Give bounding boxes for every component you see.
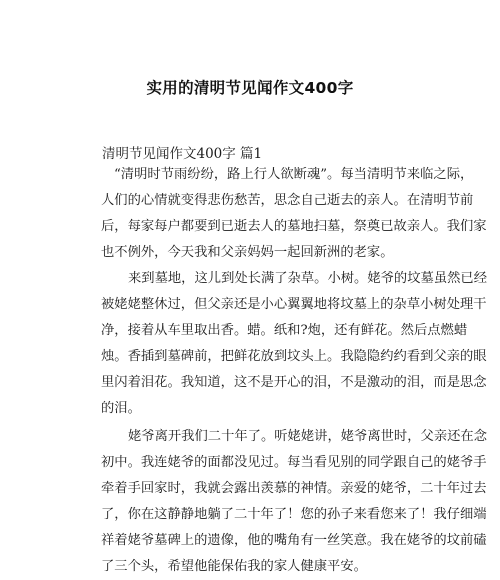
paragraph-2 [101,266,488,422]
article-title: 清明节见闻作文400字 篇1 [102,146,263,162]
paragraph-line: 人们的心情就变得悲伤愁苦，思念自己逝去的亲人。在清明节前 [101,193,474,208]
paragraph-line: 姥爷离开我们二十年了。听姥姥讲，姥爷离世时，父亲还在念 [128,429,488,444]
paragraph-1 [101,162,487,266]
paragraph-line: 了三个头，希望他能保佑我的家人健康平安。 [101,559,367,574]
paragraph-line: 净，接着从车里取出香。蜡。纸和?炮，还有鲜花。然后点燃蜡 [101,323,468,338]
paragraph-line: “清明时节雨纷纷，路上行人欲断魂”。每当清明节来临之际， [114,167,474,182]
paragraph-line: 来到墓地，这儿到处长满了杂草。小树。姥爷的坟墓虽然已经 [128,271,488,286]
document-title: 实用的清明节见闻作文400字 [146,79,354,97]
paragraph-line: 祥着姥爷墓碑上的遗像，他的嘴角有一丝笑意。我在姥爷的坟前磕 [101,533,487,548]
paragraph-line: 烛。香插到墓碑前，把鲜花放到坟头上。我隐隐约约看到父亲的眼 [101,349,487,364]
paragraph-line: 了，你在这静静地躺了二十年了！您的孙子来看您来了！我仔细端 [101,507,487,522]
paragraph-line: 里闪着泪花。我知道，这不是开心的泪，不是激动的泪，而是思念 [101,375,487,390]
paragraph-line: 也不例外，今天我和父亲妈妈一起回新洲的老家。 [101,245,394,260]
paragraph-line: 被姥姥整休过，但父亲还是小心翼翼地将坟墓上的杂草小树处理干 [101,297,487,312]
paragraph-line: 牵着手回家时，我就会露出羡慕的神情。亲爱的姥爷，二十年过去 [101,481,487,496]
paragraph-line: 的泪。 [101,401,141,416]
paragraph-line: 后，每家每户都要到已逝去人的墓地扫墓，祭奠已故亲人。我们家 [101,219,487,234]
paragraph-3 [101,424,488,580]
paragraph-line: 初中。我连姥爷的面都没见过。每当看见别的同学跟自己的姥爷手 [101,455,487,470]
